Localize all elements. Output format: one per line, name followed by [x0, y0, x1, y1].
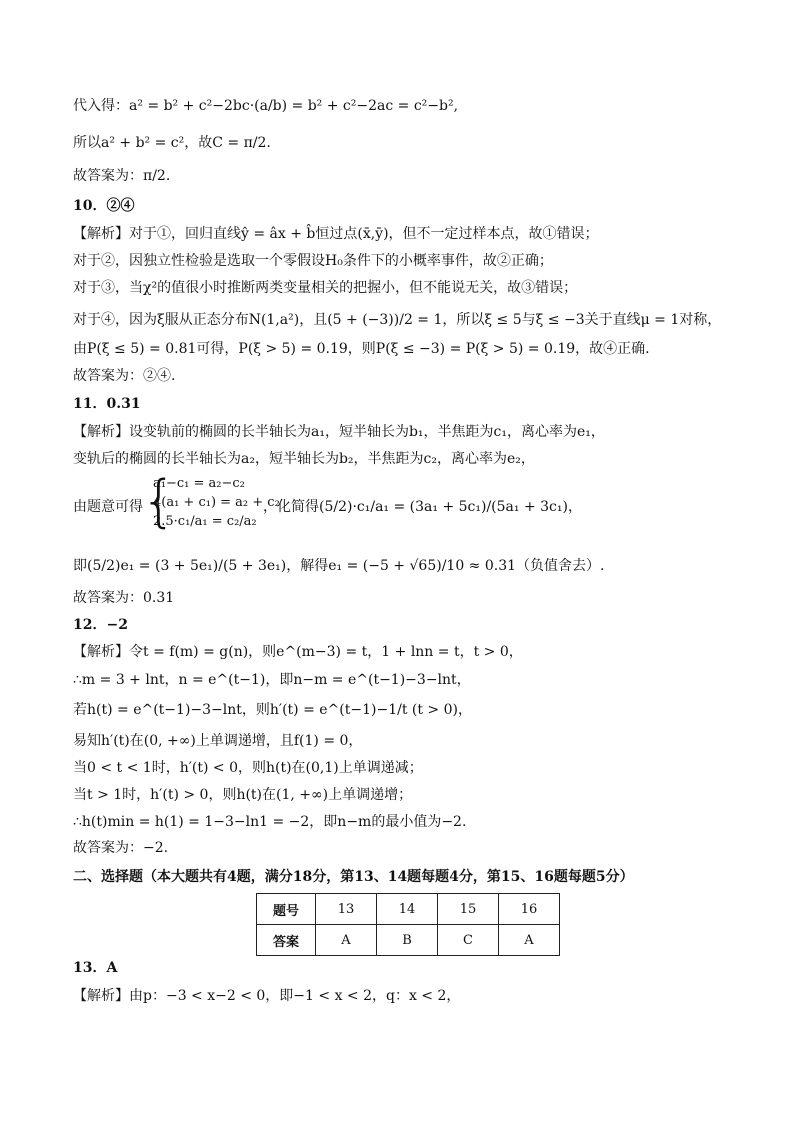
- analysis-line: 对于②，因独立性检验是选取一个零假设H₀条件下的小概率事件，故②正确；: [73, 253, 553, 269]
- table-header-cell: 答案: [257, 925, 316, 956]
- system-equation-1: a₁−c₁ = a₂−c₂: [153, 476, 245, 491]
- answer-line: 故答案为：0.31: [73, 590, 175, 606]
- analysis-line: ∴m = 3 + lnt，n = e^(t−1)，即n−m = e^(t−1)−3−lnt，: [73, 672, 471, 688]
- table-header-cell: 题号: [257, 894, 316, 925]
- analysis-line: 【解析】设变轨前的椭圆的长半轴长为a₁，短半轴长为b₁，半焦距为c₁，离心率为e₁，: [73, 424, 605, 440]
- analysis-line: 若h(t) = e^(t−1)−3−lnt，则h′(t) = e^(t−1)−1/t (t > 0)，: [73, 702, 472, 718]
- table-cell: B: [377, 925, 438, 956]
- analysis-line: 当0 < t < 1时，h′(t) < 0，则h(t)在(0,1)上单调递减；: [73, 760, 423, 776]
- solution-line: 所以a² + b² = c²，故C = π/2.: [73, 135, 271, 151]
- question-heading-11: 11．0.31: [73, 396, 141, 412]
- analysis-line: 【解析】对于①，回归直线ŷ = âx + b̂恒过点(x̄,ȳ)，但不一定过样本点，故①错误；: [73, 226, 599, 242]
- analysis-line: 【解析】令t = f(m) = g(n)，则e^(m−3) = t，1 + lnn = t，t > 0，: [73, 644, 523, 660]
- table-row: [257, 925, 560, 956]
- system-lead-text: 由题意可得: [73, 499, 143, 515]
- analysis-line: 对于④，因为ξ服从正态分布N(1,a²)，且(5 + (−3))/2 = 1，所以ξ ≤ 5与ξ ≤ −3关于直线μ = 1对称，: [73, 312, 722, 328]
- system-tail-text: ，化简得(5/2)·c₁/a₁ = (3a₁ + 5c₁)/(5a₁ + 3c₁)，: [263, 499, 582, 515]
- analysis-line: 当t > 1时，h′(t) > 0，则h(t)在(1, +∞)上单调递增；: [73, 787, 413, 803]
- section-heading: 二、选择题（本大题共有4题，满分18分，第13、14题每题4分，第15、16题每题5分）: [73, 869, 634, 885]
- table-cell: 15: [438, 894, 499, 925]
- system-equation-2: 4(a₁ + c₁) = a₂ + c₂: [153, 495, 280, 510]
- brace-symbol: {: [141, 469, 177, 534]
- answer-line: 故答案为：π/2.: [73, 168, 171, 184]
- table-cell: A: [316, 925, 377, 956]
- table-cell: A: [499, 925, 560, 956]
- table-row: [257, 894, 560, 925]
- equation-system: [73, 469, 582, 536]
- system-equation-3: 2.5·c₁/a₁ = c₂/a₂: [153, 514, 257, 529]
- question-heading-13: 13．A: [73, 960, 118, 976]
- answer-line: 故答案为：−2.: [73, 840, 169, 856]
- analysis-line: 对于③，当χ²的值很小时推断两类变量相关的把握小，但不能说无关，故③错误；: [73, 280, 578, 296]
- analysis-line: 易知h′(t)在(0, +∞)上单调递增，且f(1) = 0，: [73, 733, 363, 749]
- solution-line: 代入得：a² = b² + c²−2bc·(a/b) = b² + c²−2ac = c²−b²,: [73, 98, 459, 114]
- question-heading-12: 12．−2: [73, 617, 128, 633]
- analysis-line: 【解析】由p：−3 < x−2 < 0，即−1 < x < 2，q：x < 2，: [73, 988, 461, 1004]
- analysis-line: 即(5/2)e₁ = (3 + 5e₁)/(5 + 3e₁)，解得e₁ = (−5 + √65)/10 ≈ 0.31（负值舍去）.: [73, 558, 605, 574]
- answer-line: 故答案为：②④.: [73, 368, 176, 384]
- analysis-line: 变轨后的椭圆的长半轴长为a₂，短半轴长为b₂，半焦距为c₂，离心率为e₂，: [73, 451, 535, 467]
- table-cell: 14: [377, 894, 438, 925]
- question-heading-10: 10．②④: [73, 198, 135, 214]
- table-cell: 16: [499, 894, 560, 925]
- table-cell: 13: [316, 894, 377, 925]
- answer-table: [256, 893, 560, 956]
- analysis-line: 由P(ξ ≤ 5) = 0.81可得，P(ξ > 5) = 0.19，则P(ξ ≤ −3) = P(ξ > 5) = 0.19，故④正确.: [73, 341, 650, 357]
- table-cell: C: [438, 925, 499, 956]
- analysis-line: ∴h(t)min = h(1) = 1−3−ln1 = −2，即n−m的最小值为−2.: [73, 814, 467, 830]
